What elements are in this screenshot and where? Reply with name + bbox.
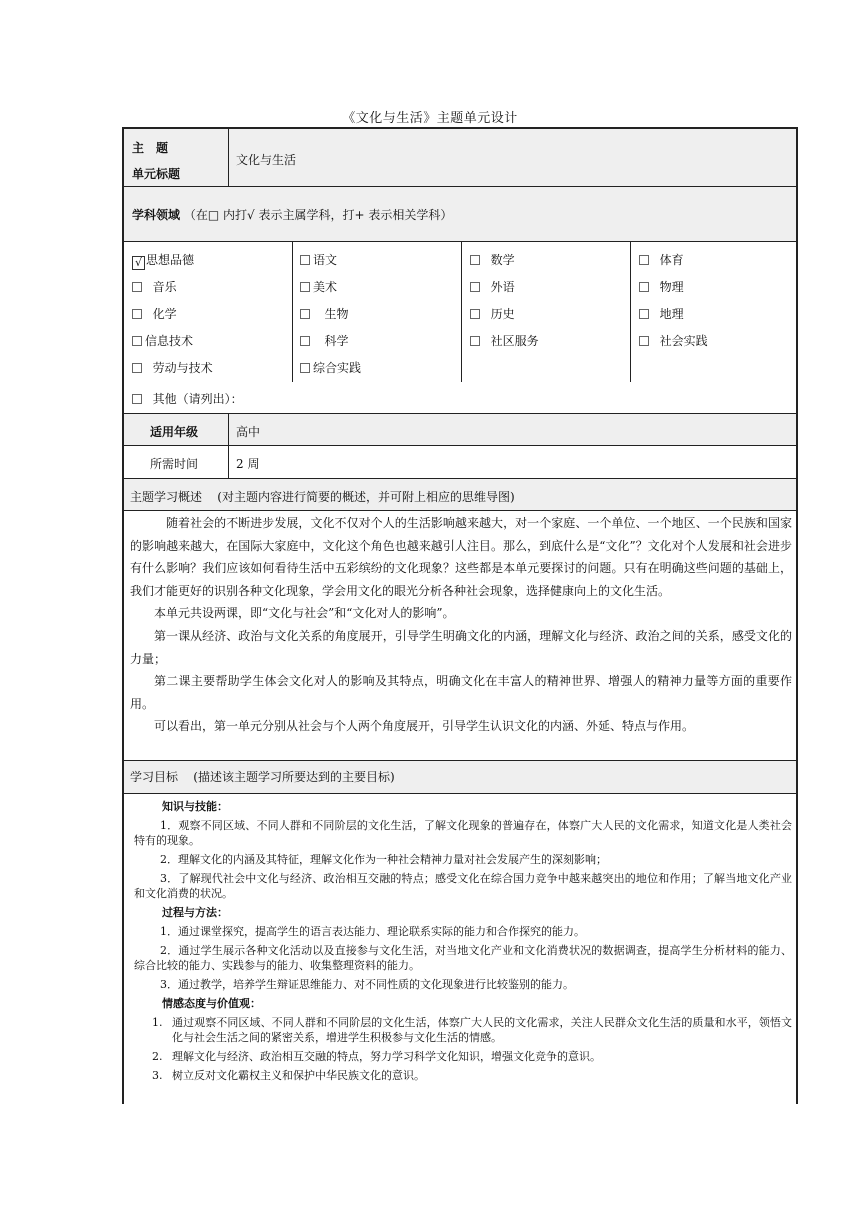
checkbox-icon: [639, 255, 649, 265]
checked-box-icon: √: [132, 256, 145, 270]
checkbox-icon: [300, 363, 310, 373]
checkbox-icon: [639, 309, 649, 319]
checkbox-icon: [132, 282, 142, 292]
checkbox-icon: [470, 309, 480, 319]
knowledge-item: 3．了解现代社会中文化与经济、政治相互交融的特点；感受文化在综合国力竞争中越来越突出的地位和作用；了解当地文化产业和文化消费的状况。: [134, 872, 792, 900]
domain-header: [132, 207, 452, 223]
subject-wuli[interactable]: 物理: [639, 279, 684, 295]
knowledge-heading: 知识与技能：: [162, 800, 228, 813]
design-table: [122, 127, 798, 1104]
checkbox-icon: [300, 336, 310, 346]
checkbox-icon: [639, 336, 649, 346]
subject-dili[interactable]: 地理: [639, 306, 684, 322]
document-title: 《文化与生活》主题单元设计: [342, 111, 518, 126]
objectives-body: [134, 799, 792, 1083]
grade-row: [124, 414, 796, 445]
subject-waiyu[interactable]: 外语: [470, 279, 515, 295]
checkbox-icon: [470, 255, 480, 265]
checkbox-icon: [470, 336, 480, 346]
time-value: 2 周: [236, 457, 260, 471]
subject-meishu[interactable]: 美术: [300, 279, 337, 295]
subject-shequ[interactable]: 社区服务: [470, 333, 539, 349]
subject-shengwu[interactable]: 生物: [300, 306, 348, 322]
checkbox-icon: [300, 282, 310, 292]
checkbox-icon: [132, 394, 142, 404]
subject-sixiang[interactable]: √ 思想品德: [132, 252, 194, 270]
subject-zonghe[interactable]: 综合实践: [300, 360, 361, 376]
process-item: 1．通过课堂探究，提高学生的语言表达能力、理论联系实际的能力和合作探究的能力。: [160, 925, 585, 938]
subject-yinyue[interactable]: 音乐: [132, 279, 177, 295]
subject-shijian[interactable]: 社会实践: [639, 333, 708, 349]
theme-row: [124, 129, 796, 186]
overview-paragraph: 第一课从经济、政治与文化关系的角度展开，引导学生明确文化的内涵，理解文化与经济、政治之间的关系，感受文化的力量；: [130, 628, 792, 666]
overview-paragraph: 随着社会的不断进步发展，文化不仅对个人的生活影响越来越大，对一个家庭、一个单位、一个地区、一个民族和国家的影响越来越大，在国际大家庭中，文化这个角色也越来越引人注目。那么，到底什么是“文化”？文化对个人发展和社会进步有什么影响？我们应该如何看待生活中五彩缤纷的文化现象？这些都是本单元要探讨的问题。只有在明确这些问题的基础上，我们才能更好的识别各种文化现象，学会用文化的眼光分析各种社会现象，选择健康向上的文化生活。: [130, 516, 792, 598]
overview-header: [130, 489, 515, 505]
subject-huaxue[interactable]: 化学: [132, 306, 177, 322]
checkbox-icon: [300, 309, 310, 319]
subject-lishi[interactable]: 历史: [470, 306, 515, 322]
checkbox-icon: [300, 255, 310, 265]
subject-kexue[interactable]: 科学: [300, 333, 348, 349]
process-item: 2．通过学生展示各种文化活动以及直接参与文化生活，对当地文化产业和文化消费状况的数据调查，提高学生分析材料的能力、综合比较的能力、实践参与的能力、收集整理资料的能力。: [134, 944, 792, 972]
subject-laodong[interactable]: 劳动与技术: [132, 360, 213, 376]
checkbox-icon: [639, 282, 649, 292]
attitude-item: 3. 树立反对文化霸权主义和保护中华民族文化的意识。: [152, 1069, 425, 1082]
domain-note: （在□ 内打√ 表示主属学科，打+ 表示相关学科）: [183, 208, 453, 222]
domain-label: 学科领域: [132, 208, 181, 222]
grade-label: 适用年级: [150, 425, 199, 439]
attitude-item: 1. 通过观察不同区域、不同人群和不同阶层的文化生活，体察广大人民的文化需求，关注人民群众文化生活的质量和水平，领悟文化与社会生活之间的紧密关系，增进学生积极参与文化生活的情感。: [152, 1016, 792, 1044]
subject-tiyu[interactable]: 体育: [639, 252, 684, 268]
grade-value: 高中: [236, 425, 261, 439]
attitude-heading: 情感态度与价值观：: [162, 997, 261, 1010]
overview-paragraph: 可以看出，第一单元分别从社会与个人两个角度展开，引导学生认识文化的内涵、外延、特点与作用。: [154, 719, 695, 734]
knowledge-item: 1．观察不同区域、不同人群和不同阶层的文化生活，了解文化现象的普遍存在，体察广大人民的文化需求，知道文化是人类社会特有的现象。: [134, 819, 792, 847]
overview-note: (对主题内容进行简要的概述，并可附上相应的思维导图): [217, 490, 515, 504]
overview-paragraph: 第二课主要帮助学生体会文化对人的影响及其特点，明确文化在丰富人的精神世界、增强人的精神力量等方面的重要作用。: [130, 674, 792, 711]
checkbox-icon: [470, 282, 480, 292]
knowledge-item: 2．理解文化的内涵及其特征，理解文化作为一种社会精神力量对社会发展产生的深刻影响；: [160, 853, 607, 866]
subject-shuxue[interactable]: 数学: [470, 252, 515, 268]
theme-value: 文化与生活: [236, 153, 297, 167]
checkbox-icon: [132, 309, 142, 319]
subject-xinxi[interactable]: 信息技术: [132, 333, 193, 349]
theme-label-line2: 单元标题: [132, 167, 181, 181]
overview-paragraph: 本单元共设两课，即“文化与社会”和“文化对人的影响”。: [154, 606, 455, 621]
objectives-header: [130, 769, 395, 785]
process-heading: 过程与方法：: [162, 906, 228, 919]
subject-other[interactable]: 其他（请列出）：: [132, 391, 243, 407]
overview-label: 主题学习概述: [130, 490, 203, 504]
theme-label-line1: 主 题: [132, 141, 169, 155]
checkbox-icon: [132, 363, 142, 373]
process-item: 3．通过教学，培养学生辩证思维能力、对不同性质的文化现象进行比较鉴别的能力。: [160, 978, 574, 991]
time-label: 所需时间: [150, 457, 199, 471]
attitude-item: 2. 理解文化与经济、政治相互交融的特点，努力学习科学文化知识，增强文化竞争的意识。: [152, 1050, 601, 1063]
checkbox-icon: [132, 336, 142, 346]
objectives-label: 学习目标: [130, 770, 179, 784]
objectives-note: (描述该主题学习所要达到的主要目标): [193, 770, 395, 784]
overview-body: [130, 512, 792, 738]
subject-yuwen[interactable]: 语文: [300, 252, 337, 268]
